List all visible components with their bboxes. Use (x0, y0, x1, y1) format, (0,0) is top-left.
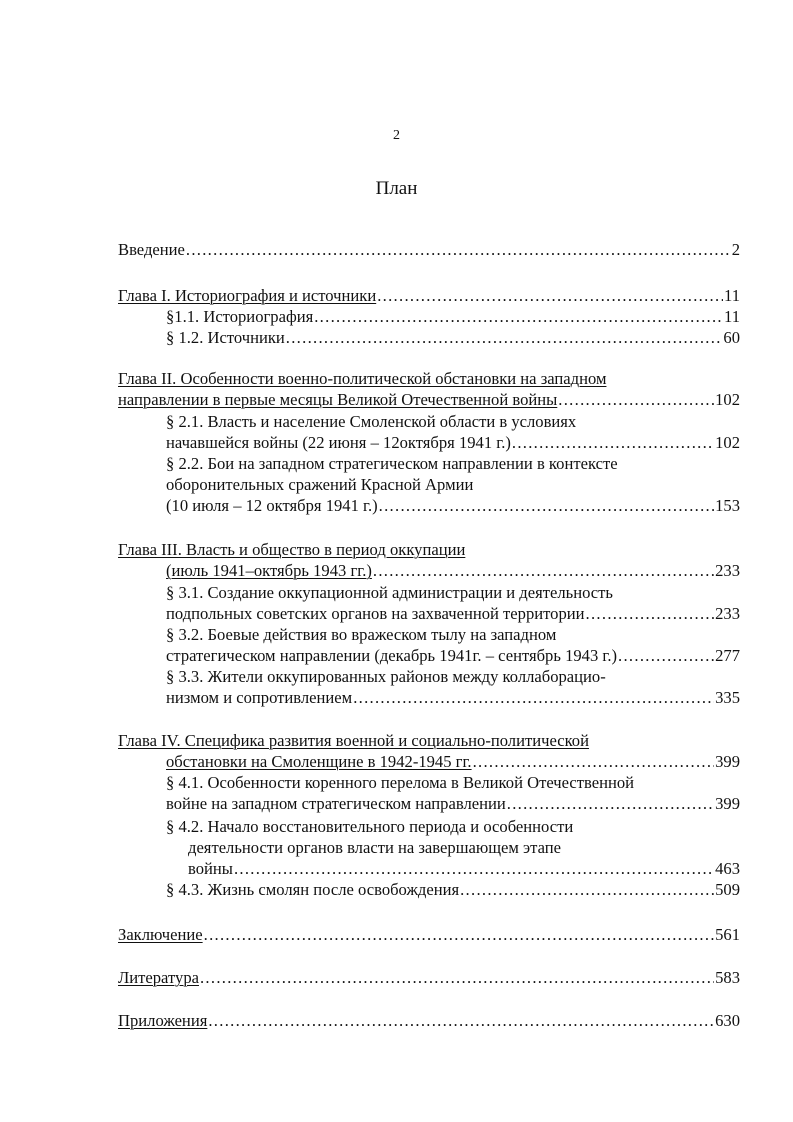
toc-section-1-1[interactable]: §1.1. Историография ..... 11 (166, 307, 740, 327)
toc-chapter-2-line-2[interactable]: направлении в первые месяцы Великой Отечественной войны ..... 102 (118, 390, 740, 410)
toc-chapter-3-line-2[interactable]: (июль 1941–октябрь 1943 гг.) ..... 233 (166, 561, 740, 581)
toc-section-4-2-line-2[interactable]: деятельности органов власти на завершающем этапе (188, 838, 561, 857)
toc-conclusion[interactable]: Заключение ..... 561 (118, 925, 740, 945)
toc-section-2-2-line-2[interactable]: оборонительных сражений Красной Армии (166, 475, 474, 494)
toc-section-4-2-line-3[interactable]: войны ..... 463 (188, 859, 740, 879)
toc-section-1-2[interactable]: § 1.2. Источники ..... 60 (166, 328, 740, 348)
toc-section-3-3-line-1[interactable]: § 3.3. Жители оккупированных районов между коллаборацио- (166, 667, 606, 686)
toc-section-2-1-line-2[interactable]: начавшейся войны (22 июня – 12октября 1941 г.) ..... 102 (166, 433, 740, 453)
page-number: 2 (393, 128, 400, 143)
toc-section-2-1-line-1[interactable]: § 2.1. Власть и население Смоленской области в условиях (166, 412, 577, 431)
toc-section-4-2-line-1[interactable]: § 4.2. Начало восстановительного периода и особенности (166, 817, 574, 836)
toc-section-4-1-line-2[interactable]: войне на западном стратегическом направлении ..... 399 (166, 794, 740, 814)
toc-chapter-1[interactable]: Глава I. Историография и источники ..... 11 (118, 286, 740, 306)
page-title: План (375, 178, 418, 199)
toc-chapter-3-line-1[interactable]: Глава III. Власть и общество в период оккупации (118, 540, 466, 559)
toc-section-2-2-line-3[interactable]: (10 июля – 12 октября 1941 г.) ..... 153 (166, 496, 740, 516)
toc-chapter-4-line-2[interactable]: обстановки на Смоленщине в 1942-1945 гг. ..... 399 (166, 752, 740, 772)
toc-literature[interactable]: Литература ..... 583 (118, 968, 740, 988)
toc-chapter-4-line-1[interactable]: Глава IV. Специфика развития военной и социально-политической (118, 731, 589, 750)
toc-appendices[interactable]: Приложения ..... 630 (118, 1011, 740, 1031)
toc-section-4-3[interactable]: § 4.3. Жизнь смолян после освобождения ..... 509 (166, 880, 740, 900)
toc-section-3-2-line-2[interactable]: стратегическом направлении (декабрь 1941г. – сентябрь 1943 г.) ..... 277 (166, 646, 740, 666)
toc-chapter-2-line-1[interactable]: Глава II. Особенности военно-политической обстановки на западном (118, 369, 607, 388)
toc-intro[interactable]: Введение ..... 2 (118, 240, 740, 260)
toc-section-3-2-line-1[interactable]: § 3.2. Боевые действия во вражеском тылу на западном (166, 625, 557, 644)
toc-section-2-2-line-1[interactable]: § 2.2. Бои на западном стратегическом направлении в контексте (166, 454, 618, 473)
toc-section-3-1-line-2[interactable]: подпольных советских органов на захваченной территории ..... 233 (166, 604, 740, 624)
toc-section-3-3-line-2[interactable]: низмом и сопротивлением ..... 335 (166, 688, 740, 708)
toc-section-4-1-line-1[interactable]: § 4.1. Особенности коренного перелома в Великой Отечественной (166, 773, 635, 792)
toc-section-3-1-line-1[interactable]: § 3.1. Создание оккупационной администрации и деятельность (166, 583, 613, 602)
